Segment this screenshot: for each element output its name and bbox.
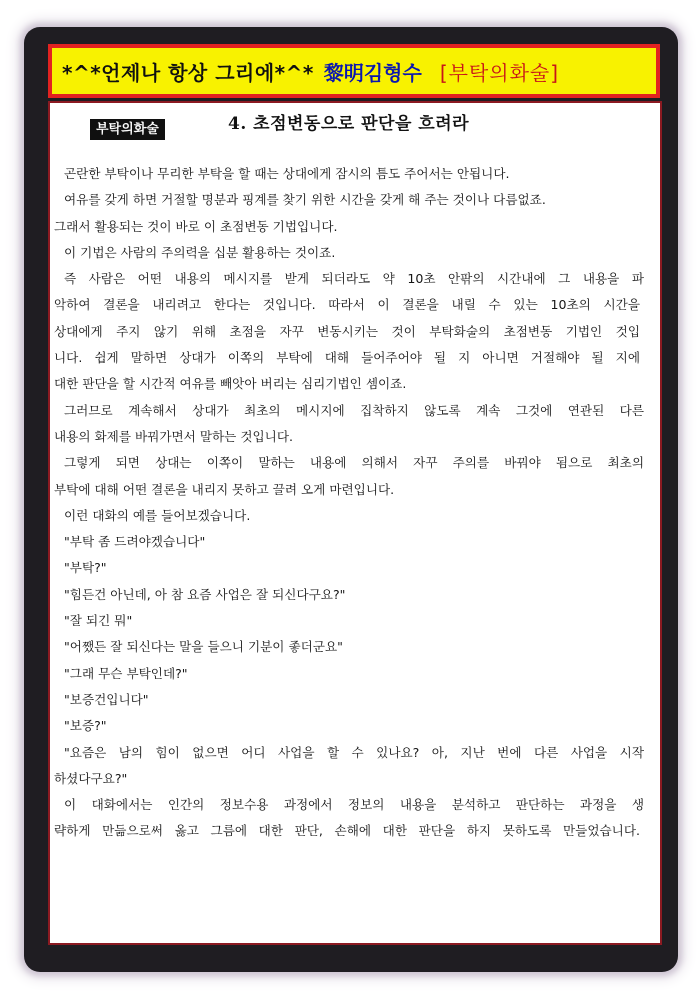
body-text	[50, 165, 660, 849]
text-line: 상대에게 주지 않기 위해 초점을 자꾸 변동시키는 것이 부탁화술의 초점변동 기법인 것입	[54, 323, 640, 339]
dialogue-line: "어쨌든 잘 되신다는 말을 들으니 기분이 좋더군요"	[64, 639, 343, 655]
dialogue-line: "잘 되긴 뭐"	[64, 613, 133, 629]
dialogue-line: "요즘은 남의 힘이 없으면 어디 사업을 할 수 있나요? 아, 지난 번에 다른 사업을 시작	[64, 744, 644, 760]
header-banner	[48, 44, 660, 98]
text-line: 여유를 갖게 하면 거절할 명분과 핑계를 찾기 위한 시간을 갖게 해 주는 것이나 다름없죠.	[64, 192, 546, 208]
dialogue-line: "보증건입니다"	[64, 691, 149, 707]
header-author: 黎明김형수	[323, 60, 422, 85]
dialogue-line: "부탁 좀 드려야겠습니다"	[64, 534, 206, 550]
text-line: 악하여 결론을 내리려고 한다는 것입니다. 따라서 이 결론을 내릴 수 있는 10초의 시간을	[54, 297, 640, 313]
dialogue-line: "힘든건 아닌데, 아 참 요즘 사업은 잘 되신다구요?"	[64, 586, 346, 602]
text-line: 그래서 활용되는 것이 바로 이 초점변동 기법입니다.	[54, 218, 338, 234]
dialogue-line: "부탁?"	[64, 560, 107, 576]
document-title: 4. 초점변동으로 판단을 흐려라	[228, 114, 470, 134]
text-line: 대한 판단을 할 시간적 여유를 빼앗아 버리는 심리기법인 셈이죠.	[54, 376, 407, 392]
dialogue-line: 하셨다구요?"	[54, 770, 128, 786]
dialogue-line: "그래 무슨 부탁인데?"	[64, 665, 188, 681]
text-line: 즉 사람은 어떤 내용의 메시지를 받게 되더라도 약 10초 안팎의 시간내에 그 내용을 파	[64, 271, 644, 287]
dialogue-line: "보증?"	[64, 718, 107, 734]
text-line: 그렇게 되면 상대는 이쪽이 말하는 내용에 의해서 자꾸 주의를 바꿔야 됨으로 최초의	[64, 455, 644, 471]
text-line: 이런 대화의 예를 들어보겠습니다.	[64, 507, 251, 523]
document-page	[48, 101, 662, 945]
text-line: 이 기법은 사람의 주의력을 십분 활용하는 것이죠.	[64, 244, 336, 260]
text-line: 니다. 쉽게 말하면 상대가 이쪽의 부탁에 대해 들어주어야 될 지 아니면 거절해야 될 지에	[54, 350, 640, 366]
text-line: 략하게 만듦으로써 옳고 그름에 대한 판단, 손해에 대한 판단을 하지 못하도록 만들었습니다.	[54, 823, 640, 839]
header-banner-inner	[52, 48, 656, 94]
text-line: 내용의 화제를 바꿔가면서 말하는 것입니다.	[54, 428, 293, 444]
text-line: 부탁에 대해 어떤 결론을 내리지 못하고 끌려 오게 마련입니다.	[54, 481, 395, 497]
section-tag: 부탁의화술	[90, 119, 165, 140]
header-slogan: *^*언제나 항상 그리에*^*	[62, 60, 314, 85]
text-line: 곤란한 부탁이나 무리한 부탁을 할 때는 상대에게 잠시의 틈도 주어서는 안됩니다.	[64, 166, 510, 181]
text-line: 이 대화에서는 인간의 정보수용 과정에서 정보의 내용을 분석하고 판단하는 과정을 생	[64, 797, 644, 813]
header-category: [부탁의화술]	[439, 60, 560, 85]
text-line: 그러므로 계속해서 상대가 최초의 메시지에 집착하지 않도록 계속 그것에 연관된 다른	[64, 402, 644, 418]
